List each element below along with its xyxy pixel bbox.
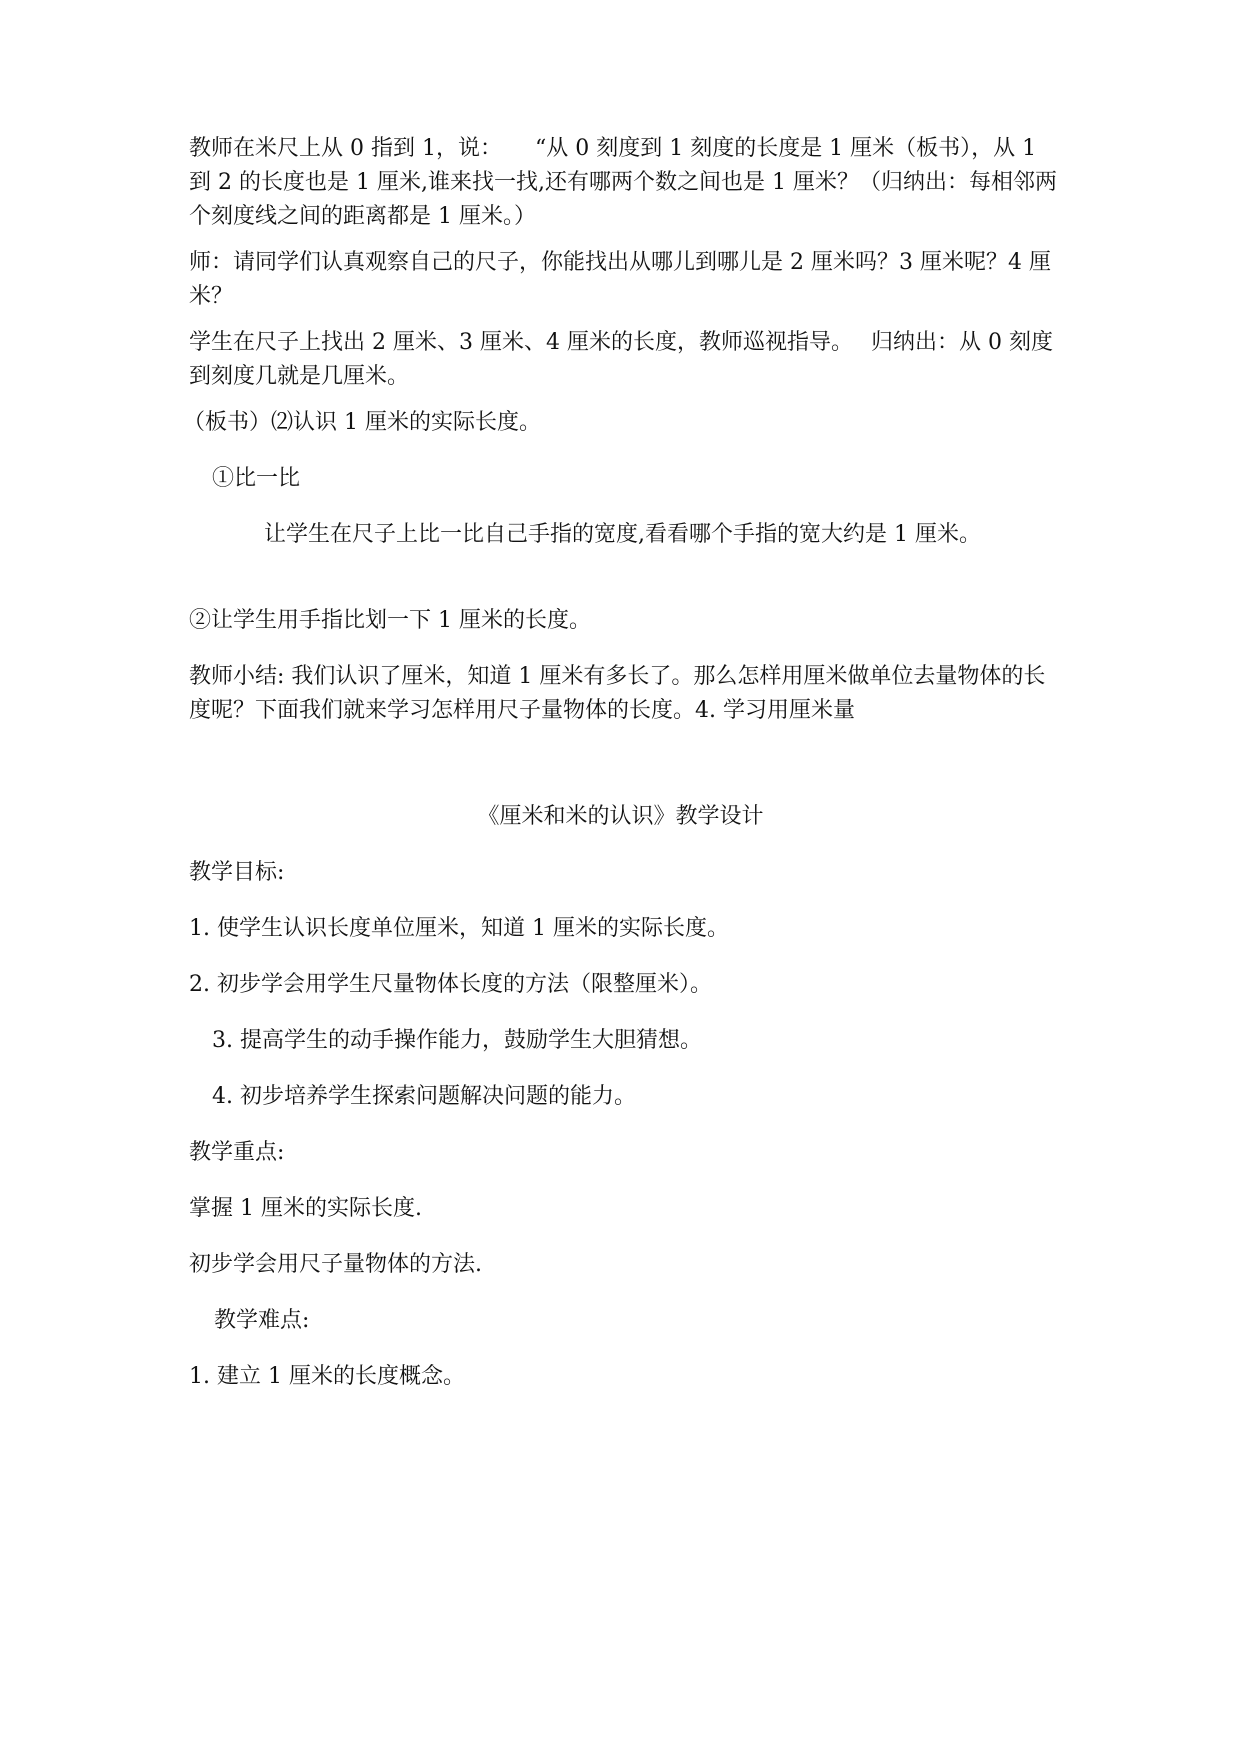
paragraph-student-activity: 学生在尺子上找出 2 厘米、3 厘米、4 厘米的长度，教师巡视指导。 归纳出：从 0 刻度到刻度几就是几厘米。 xyxy=(189,330,1053,389)
document-title: 《厘米和米的认识》教学设计 xyxy=(477,804,764,829)
heading-key-points: 教学重点: xyxy=(189,1140,285,1165)
key-point-2: 初步学会用尺子量物体的方法. xyxy=(189,1252,482,1277)
paragraph-teacher-summary: 教师小结: 我们认识了厘米，知道 1 厘米有多长了。那么怎样用厘米做单位去量物体的长度呢？下面我们就来学习怎样用尺子量物体的长度。4. 学习用厘米量 xyxy=(189,664,1046,723)
goal-item-1: 1. 使学生认识长度单位厘米，知道 1 厘米的实际长度。 xyxy=(189,916,729,941)
difficulty-item-1: 1. 建立 1 厘米的长度概念。 xyxy=(189,1364,465,1389)
paragraph-board-note: （板书）⑵认识 1 厘米的实际长度。 xyxy=(183,410,541,435)
goal-item-2: 2. 初步学会用学生尺量物体长度的方法（限整厘米）。 xyxy=(189,972,712,997)
paragraph-compare: ①比一比 xyxy=(212,466,301,491)
paragraph-ruler-demo: 教师在米尺上从 0 指到 1，说： “从 0 刻度到 1 刻度的长度是 1 厘米（板书），从 1 到 2 的长度也是 1 厘米,谁来找一找,还有哪两个数之间也是 1 厘米？（归纳出：每相邻两个刻度线之间的距离都是 1 厘米。） xyxy=(189,136,1057,229)
key-point-1: 掌握 1 厘米的实际长度. xyxy=(189,1196,422,1221)
goal-item-3: 3. 提高学生的动手操作能力，鼓励学生大胆猜想。 xyxy=(212,1028,702,1053)
heading-difficulties: 教学难点: xyxy=(214,1308,310,1333)
goal-item-4: 4. 初步培养学生探索问题解决问题的能力。 xyxy=(212,1084,636,1109)
paragraph-teacher-question: 师：请同学们认真观察自己的尺子，你能找出从哪儿到哪儿是 2 厘米吗？3 厘米呢？4 厘米？ xyxy=(189,250,1051,309)
paragraph-finger-width: 让学生在尺子上比一比自己手指的宽度,看看哪个手指的宽大约是 1 厘米。 xyxy=(264,522,981,547)
paragraph-gesture: ②让学生用手指比划一下 1 厘米的长度。 xyxy=(189,608,591,633)
heading-teaching-goals: 教学目标: xyxy=(189,860,285,885)
